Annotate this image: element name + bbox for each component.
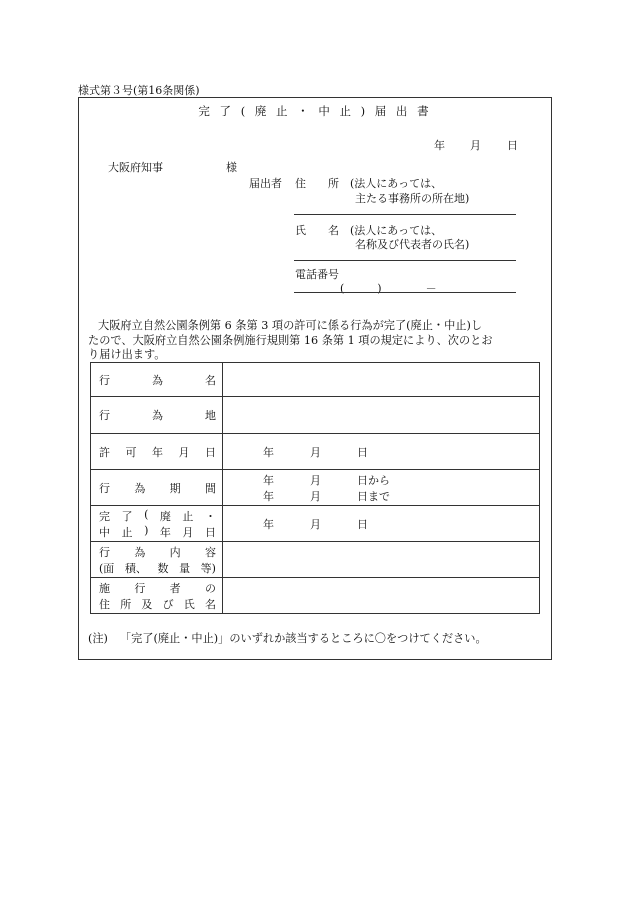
address-underline	[294, 214, 516, 215]
form-caption: 様式第３号(第16条関係)	[78, 84, 200, 97]
body-line-1: 大阪府立自然公園条例第 6 条第 3 項の許可に係る行為が完了(廃止・中止)し	[98, 319, 483, 332]
phone-underline	[294, 292, 516, 293]
table-row	[91, 397, 540, 434]
name-note-2: 名称及び代表者の氏名)	[355, 238, 470, 251]
value-action-content[interactable]	[223, 542, 540, 578]
date-month: 月	[470, 139, 481, 152]
row-label-contractor: 施 行 者 の 住 所 及 び 氏 名	[91, 578, 223, 614]
row-label-action-name: 行 為 名	[91, 363, 223, 397]
address-note-2: 主たる事務所の所在地)	[355, 192, 470, 205]
address-note-1: (法人にあっては、	[350, 177, 443, 190]
name-note-1: (法人にあっては、	[350, 224, 443, 237]
row-label-completion-date: 完 了 ( 廃 止 ・ 中 止 ) 年 月 日	[91, 506, 223, 542]
row-label-action-period: 行 為 期 間	[91, 470, 223, 506]
table-row	[91, 506, 540, 542]
table-row	[91, 578, 540, 614]
date-year: 年	[434, 139, 445, 152]
table-row	[91, 363, 540, 397]
phone-label: 電話番号	[295, 268, 339, 281]
footnote-text: 「完了(廃止・中止)」のいずれか該当するところに〇をつけてください。	[119, 632, 487, 645]
addressee-honorific: 様	[226, 161, 237, 174]
footnote	[88, 630, 487, 646]
value-permit-date[interactable]: 年 月 日	[223, 434, 540, 470]
value-action-name[interactable]	[223, 363, 540, 397]
row-label-permit-date: 許 可 年 月 日	[91, 434, 223, 470]
date-day: 日	[507, 139, 518, 152]
address-label: 住 所	[295, 177, 339, 190]
name-label: 氏 名	[295, 224, 339, 237]
phone-format: ( ) －	[340, 282, 437, 295]
body-line-3: り届け出ます。	[88, 348, 166, 361]
name-underline	[294, 260, 516, 261]
details-table	[90, 362, 540, 614]
value-completion-date[interactable]: 年 月 日	[223, 506, 540, 542]
body-line-2: たので、大阪府立自然公園条例施行規則第 16 条第 1 項の規定により、次のとお	[88, 334, 493, 347]
notifier-label: 届出者	[249, 177, 282, 190]
footnote-prefix: (注)	[88, 632, 108, 645]
value-action-place[interactable]	[223, 397, 540, 434]
addressee-name: 大阪府知事	[108, 161, 163, 174]
value-contractor[interactable]	[223, 578, 540, 614]
table-row	[91, 542, 540, 578]
table-row	[91, 470, 540, 506]
form-title: 完 了 ( 廃 止 ・ 中 止 ) 届 出 書	[198, 104, 432, 118]
table-row	[91, 434, 540, 470]
row-label-action-place: 行 為 地	[91, 397, 223, 434]
row-label-action-content: 行 為 内 容 (面 積、 数 量 等)	[91, 542, 223, 578]
value-action-period[interactable]: 年 月 日から 年 月 日まで	[223, 470, 540, 506]
